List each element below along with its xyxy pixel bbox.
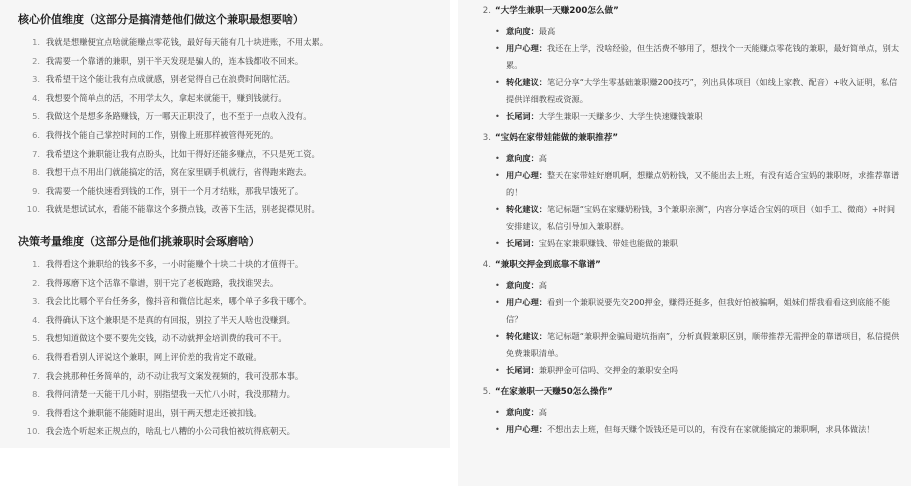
list-item: 8. 我得问清楚一天能干几小时，别指望我一天忙八小时，我没那精力。	[32, 389, 295, 400]
attr-longtail: • 长尾词：宝妈在家兼职赚钱、带娃也能做的兼职	[495, 238, 678, 248]
attr-longtail: • 长尾词：大学生兼职一天赚多少、大学生快速赚钱兼职	[495, 111, 703, 121]
list-item: 5. 我做这个是想多条路赚钱，万一哪天正职没了，也不至于一点收入没有。	[32, 111, 312, 122]
list-item: 2. 我得琢磨下这个活靠不靠谱，别干完了老板跑路，我找谁哭去。	[32, 277, 279, 288]
right-panel	[458, 0, 911, 486]
attribute-list	[468, 277, 903, 379]
list-item: 7. 我希望这个兼职能让我有点盼头，比如干得好还能多赚点，不只是死工资。	[32, 148, 320, 159]
list-item: 8. 我想干点不用出门就能搞定的活，窝在家里刷手机就行，省得跑来跑去。	[32, 167, 312, 178]
attr-psychology: • 用户心理：不想出去上班，但每天赚个饭钱还是可以的，有没有在家就能搞定的兼职啊，求具体做法！	[495, 424, 875, 434]
list-item: 4. 我得确认下这个兼职是不是真的有回报，别拉了半天人啥也没赚到。	[32, 314, 295, 325]
attr-intent: • 意向度：高	[495, 153, 547, 163]
list-item: 3. 我会比比哪个平台任务多，像抖音和微信比起来，哪个单子多我干哪个。	[32, 296, 312, 307]
list-item: 1. 我得看这个兼职给的钱多不多，一小时能赚个十块二十块的才值得干。	[32, 258, 304, 269]
right-content	[458, 4, 911, 438]
attr-intent: • 意向度：最高	[495, 26, 556, 36]
attr-longtail: • 长尾词：兼职押金可信吗、交押金的兼职安全吗	[495, 365, 678, 375]
attr-conversion: • 转化建议：笔记标题“兼职押金骗局避坑指南”，分析真假兼职区别，顺带推荐无需押金的靠谱项目，私信提供免费兼职清单。	[495, 331, 900, 358]
section-title: 4. “兼职交押金到底靠不靠谱”	[482, 260, 601, 270]
attr-psychology: • 用户心理：看到一个兼职说要先交200押金，赚得还挺多，但我好怕被骗啊，姐妹们帮我看看这到底能不能信？	[495, 297, 891, 324]
attribute-list	[468, 23, 903, 125]
keyword-section-5	[468, 385, 903, 438]
attr-conversion: • 转化建议：笔记分享“大学生零基础兼职赚200技巧”，列出具体项目（如线上家教、配音）+收入证明，私信提供详细教程或资源。	[495, 77, 898, 104]
left-content	[0, 0, 450, 441]
section-title: 2. “大学生兼职一天赚200怎么做”	[482, 6, 619, 16]
list-item: 6. 我得找个能自己掌控时间的工作，别像上班那样被管得死死的。	[32, 129, 279, 140]
attribute-list	[468, 150, 903, 252]
attr-psychology: • 用户心理：我还在上学，没啥经验，但生活费不够用了，想找个一天能赚点零花钱的兼职，最好简单点，别太累。	[495, 43, 900, 70]
list-item: 10. 我会选个听起来正规点的，啥乱七八糟的小公司我怕被坑得底朝天。	[26, 426, 295, 437]
list-item: 9. 我得看这个兼职能不能随时退出，别干两天想走还被扣钱。	[32, 407, 262, 418]
keyword-section-4	[468, 258, 903, 379]
attr-intent: • 意向度：高	[495, 407, 547, 417]
keyword-section-2	[468, 4, 903, 125]
list-item: 1. 我就是想赚便宜点啥就能赚点零花钱，最好每天能有几十块进账，不用太累。	[32, 37, 329, 47]
decision-list	[18, 255, 442, 441]
attr-intent: • 意向度：高	[495, 280, 547, 290]
attr-conversion: • 转化建议：笔记标题“宝妈在家赚奶粉钱，3个兼职亲测”，内容分享适合宝妈的项目（如手工、微商）+时间安排建议，私信引导加入兼职群。	[495, 204, 896, 231]
list-item: 2. 我需要一个靠谱的兼职，别干半天发现是骗人的，连本钱都收不回来。	[32, 55, 304, 66]
blank-area	[0, 448, 450, 486]
list-item: 10. 我就是想试试水，看能不能靠这个多攒点钱，改善下生活，别老捉襟见肘。	[26, 204, 320, 215]
section-title: 5. “在家兼职一天赚50怎么操作”	[482, 387, 613, 397]
list-item: 9. 我需要一个能快速看到钱的工作，别干一个月才结账，那我早饿死了。	[32, 185, 304, 196]
list-item: 3. 我希望干这个能让我有点成就感，别老觉得自己在浪费时间瞎忙活。	[32, 74, 295, 85]
attribute-list	[468, 404, 903, 438]
left-panel	[0, 0, 450, 486]
list-item: 7. 我会挑那种任务简单的，动不动让我写文案发视频的，我可没那本事。	[32, 370, 304, 381]
list-item: 6. 我得看看别人评说这个兼职，网上评价差的我肯定不敢碰。	[32, 351, 262, 362]
keyword-section-3	[468, 131, 903, 252]
core-value-list	[18, 33, 442, 219]
attr-psychology: • 用户心理：整天在家带娃好磨叽啊，想赚点奶粉钱，又不能出去上班，有没有适合宝妈的兼职呀，求推荐靠谱的！	[495, 170, 900, 197]
section-title: 3. “宝妈在家带娃能做的兼职推荐”	[482, 133, 619, 143]
section-heading-decision: 决策考量维度（这部分是他们挑兼职时会琢磨啥）	[18, 234, 260, 248]
list-item: 5. 我想知道做这个要不要先交钱，动不动就押金培训费的我可不干。	[32, 333, 287, 344]
section-heading-core-value: 核心价值维度（这部分是搞清楚他们做这个兼职最想要啥）	[18, 13, 304, 26]
list-item: 4. 我想要个简单点的活，不用学太久，拿起来就能干，赚到钱就行。	[32, 92, 287, 103]
